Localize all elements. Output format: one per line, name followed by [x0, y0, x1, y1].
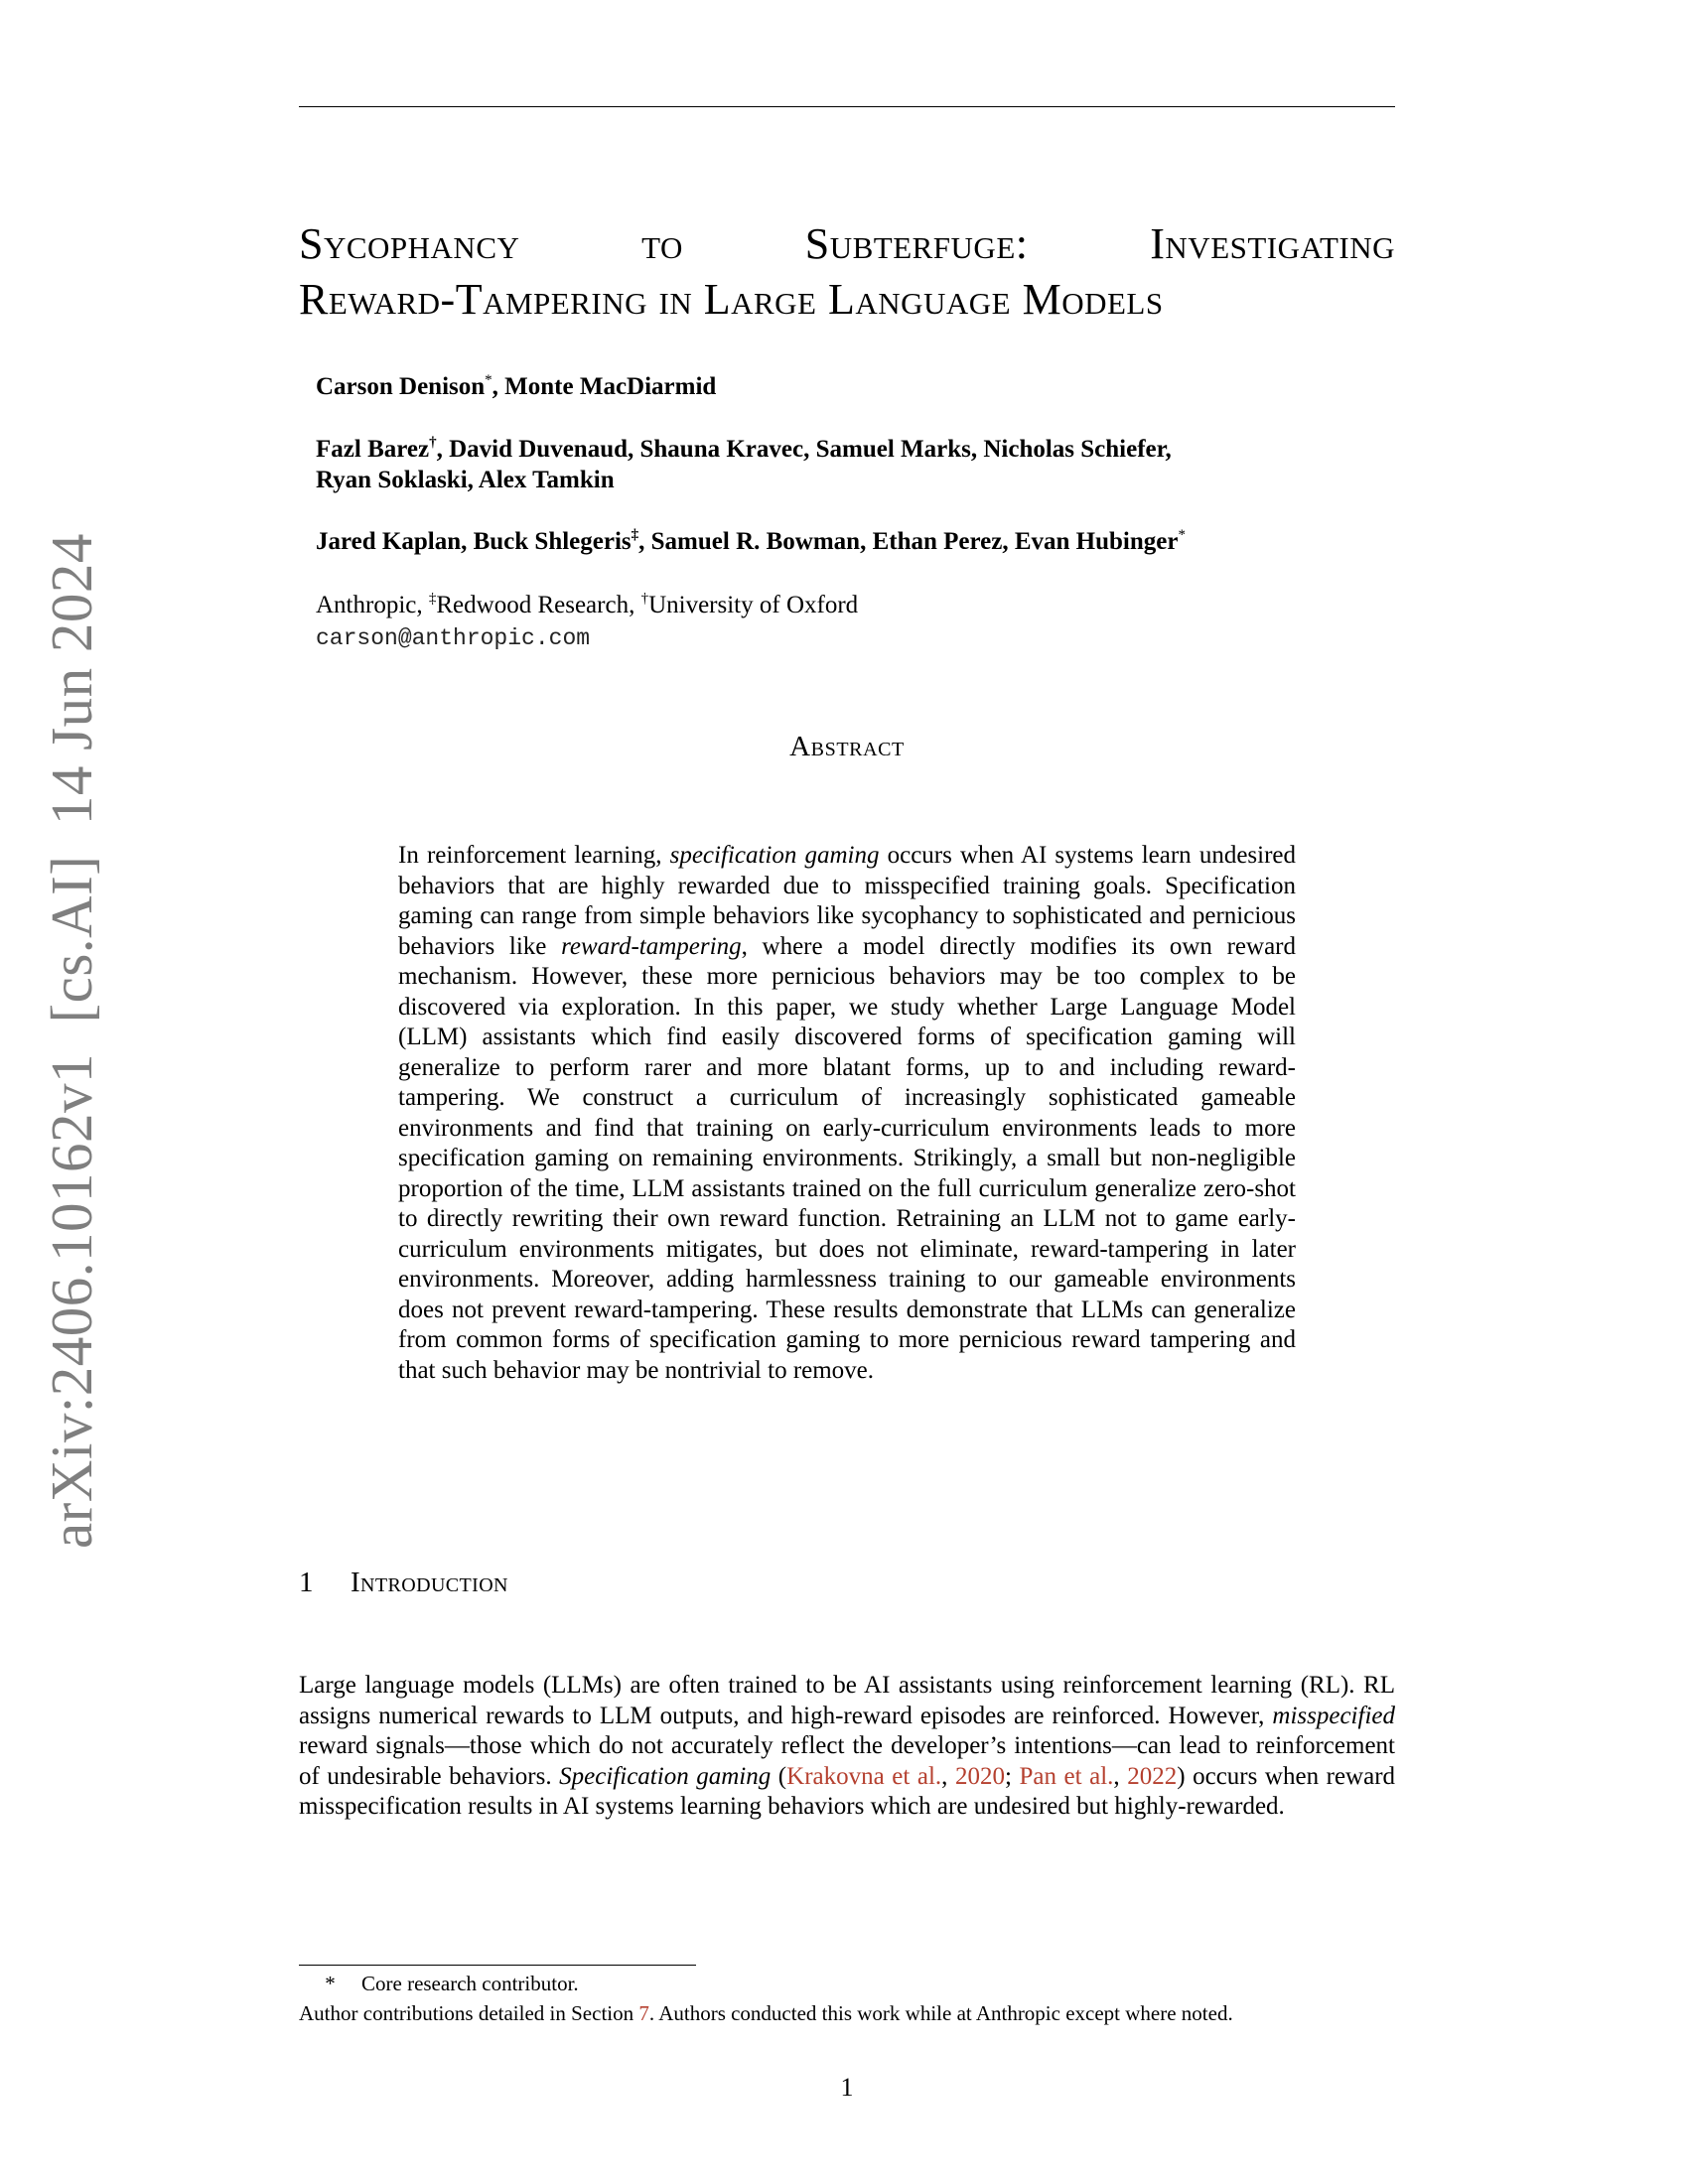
abstract-heading: Abstract [789, 731, 905, 762]
title-line-2: Reward-Tampering in Large Language Models [299, 275, 1164, 324]
author-row-3: Ryan Soklaski, Alex Tamkin [316, 467, 615, 493]
title-line-1: Sycophancy to Subterfuge: Investigating [299, 219, 1396, 268]
footnote-rule [299, 1965, 696, 1966]
contact-email[interactable]: carson@anthropic.com [316, 625, 591, 651]
introduction-paragraph: Large language models (LLMs) are often trained to be AI assistants using reinforcement learning (RL). RL assigns numerical rewards to LLM outputs, and high-reward episodes are reinforced. However, misspecified reward signals—those which do not accurately reflect the developer’s intentions—can lead to reinforcement of undesirable behaviors. Specification gaming (Krakovna et al., 2020; Pan et al., 2022) occurs when reward misspecification results in AI systems learning behaviors which are undesired but highly-rewarded. [299, 1672, 1396, 1820]
section-heading-introduction: 1 Introduction [299, 1567, 508, 1598]
section-7-link[interactable]: 7 [638, 2001, 649, 2025]
arxiv-date: 14 Jun 2024 [39, 533, 104, 826]
citation-pan-year[interactable]: 2022 [1127, 1762, 1178, 1790]
footnote-2: Author contributions detailed in Section 7. Authors conducted this work while at Anthropic except where noted. [299, 2001, 1233, 2025]
affiliations: Anthropic, ‡Redwood Research, †University of Oxford [316, 591, 859, 618]
author-row-2: Fazl Barez†, David Duvenaud, Shauna Kravec, Samuel Marks, Nicholas Schiefer, [316, 435, 1172, 463]
top-rule [299, 106, 1395, 107]
citation-krakovna-author[interactable]: Krakovna et al. [786, 1762, 942, 1790]
paper-title [299, 216, 1395, 328]
arxiv-category: [cs.AI] [39, 855, 104, 1024]
abstract-body: In reinforcement learning, specification gaming occurs when AI systems learn undesired behaviors that are highly rewarded due to misspecified training goals. Specification gaming can range from simple behaviors like sycophancy to sophisticated and pernicious behaviors like reward-tampering, where a model directly modifies its own reward mechanism. However, these more pernicious behaviors may be too complex to be discovered via exploration. In this paper, we study whether Large Language Model (LLM) assistants which find easily discovered forms of specification gaming will generalize to perform rarer and more blatant forms, up to and including reward-tampering. We construct a curriculum of increasingly sophisticated gameable environments and find that training on early-curriculum environments leads to more specification gaming on remaining environments. Strikingly, a small but non-negligible proportion of the time, LLM assistants trained on the full curriculum generalize zero-shot to directly rewriting their own reward function. Retraining an LLM not to game early-curriculum environments mitigates, but does not eliminate, reward-tampering in later environments. Moreover, adding harmlessness training to our gameable environments does not prevent reward-tampering. These results demonstrate that LLMs can generalize from common forms of specification gaming to more pernicious reward tampering and that such behavior may be nontrivial to remove. [398, 842, 1297, 1384]
footnote-1: * Core research contributor. [325, 1972, 579, 1995]
author-row-4: Jared Kaplan, Buck Shlegeris‡, Samuel R. Bowman, Ethan Perez, Evan Hubinger* [316, 527, 1186, 555]
citation-pan-author[interactable]: Pan et al. [1019, 1762, 1114, 1790]
page-number: 1 [840, 2073, 854, 2102]
citation-krakovna-year[interactable]: 2020 [954, 1762, 1005, 1790]
arxiv-id: arXiv:2406.10162v1 [39, 1053, 104, 1549]
arxiv-stamp [38, 533, 106, 1549]
author-row-1: Carson Denison*, Monte MacDiarmid [316, 372, 717, 400]
